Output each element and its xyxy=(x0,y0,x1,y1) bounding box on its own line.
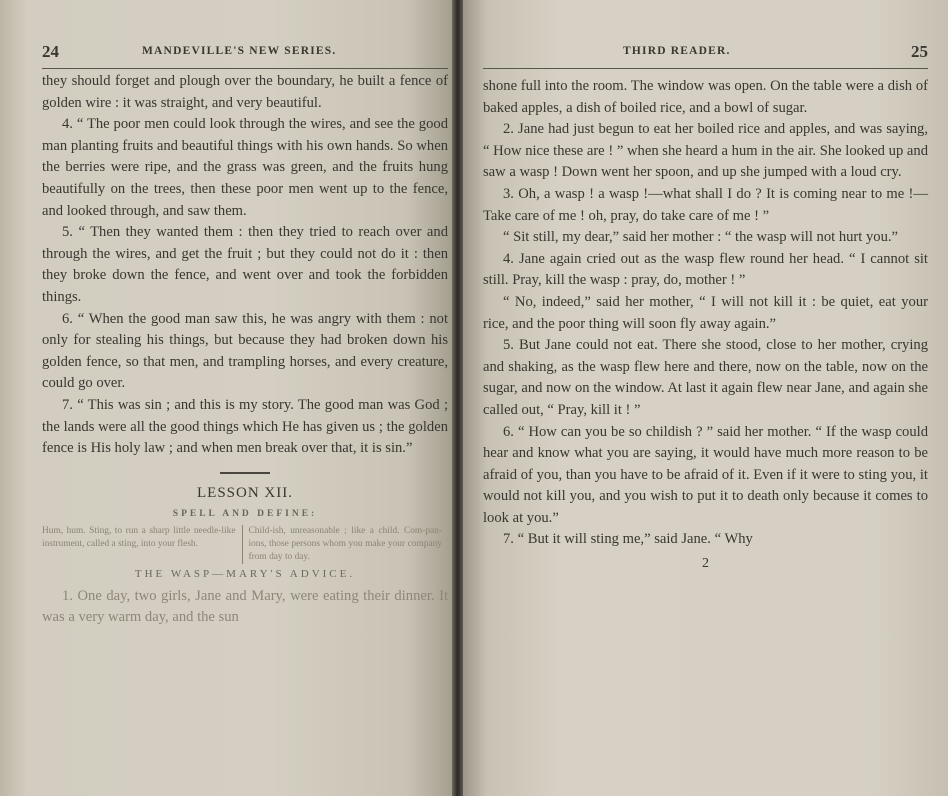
book-gutter xyxy=(452,0,463,796)
paragraph: 2. Jane had just begun to eat her boiled rice and apples, and was saying, “ How nice these are ! ” when she heard a hum in the air. She looked up and saw a wasp ! Down went her spoon, and up she jumped with a loud cry. xyxy=(483,121,928,181)
right-page-number: 25 xyxy=(911,42,928,61)
left-page-body xyxy=(42,69,448,629)
paragraph: 7. “ But it will sting me,” said Jane. “ Why xyxy=(503,531,753,548)
signature-mark: 2 xyxy=(702,556,709,572)
paragraph: they should forget and plough over the boundary, he built a fence of golden wire : it was straight, and very beautiful. xyxy=(42,73,448,111)
left-page-header xyxy=(42,42,448,69)
spell-define-heading: SPELL AND DEFINE: xyxy=(172,508,318,519)
right-running-title: THIRD READER. xyxy=(623,45,731,57)
paragraph: 5. But Jane could not eat. There she stood, close to her mother, crying and shaking, as the wasp flew here and there, now on the table, now on the sugar, and now on the window. At last it again flew near Jane, and again she called out, “ Pray, kill it ! ” xyxy=(483,337,928,418)
paragraph: 4. “ The poor men could look through the wires, and see the good man planting fruits and beautiful things with his own hands. So when the berries were ripe, and the grass was green, and the fruits hung beautifully on the trees, then these poor men went up to the fence, and looked through, and saw them. xyxy=(42,116,448,219)
paragraph: 4. Jane again cried out as the wasp flew round her head. “ I cannot sit still. Pray, kill the wasp : pray, do, mother ! ” xyxy=(483,250,928,289)
paragraph: 6. “ When the good man saw this, he was angry with them : not only for stealing his things, but because they had broken down his golden fence, so that men, and trampling horses, and every creature, could go over. xyxy=(42,310,448,392)
left-page-number: 24 xyxy=(42,42,59,61)
right-page-body xyxy=(483,69,928,575)
definitions-right-column: Child-ish, unreasonable ; like a child. Com-pan-ions, those persons whom you make your company from day to day. xyxy=(242,525,449,564)
right-page xyxy=(463,0,948,796)
paragraph: 3. Oh, a wasp ! a wasp !—what shall I do ? It is coming near to me !—Take care of me ! oh, pray, do take care of me ! ” xyxy=(483,185,928,224)
left-running-title: MANDEVILLE'S NEW SERIES. xyxy=(142,45,337,57)
right-page-header xyxy=(483,42,928,69)
paragraph: 5. “ Then they wanted them : then they tried to reach over and through the wires, and get the fruit ; but they could not do it : then they broke down the fence, and went over and took the forbidden things. xyxy=(42,224,448,305)
paragraph: 6. “ How can you be so childish ? ” said her mother. “ If the wasp could hear and know what you are saying, it would have much more reason to be afraid of you, than you have to be afraid of it. Even if it were to sting you, it would not kill you, and you wish to put it to death only because it comes to look at you.” xyxy=(483,423,928,526)
definitions xyxy=(42,525,448,564)
section-divider xyxy=(220,472,270,474)
paragraph: “ No, indeed,” said her mother, “ I will not kill it : be quiet, eat your rice, and the poor thing will soon fly away again.” xyxy=(483,293,928,332)
left-page xyxy=(0,0,452,796)
paragraph: “ Sit still, my dear,” said her mother : “ the wasp will not hurt you.” xyxy=(503,229,898,246)
paragraph: 7. “ This was sin ; and this is my story. The good man was God ; the lands were all the good things which He has given us ; the golden fence is His holy law ; and when men break over that, it is sin.” xyxy=(42,396,448,457)
paragraph: shone full into the room. The window was open. On the table were a dish of baked apples, a dish of boiled rice, and a bowl of sugar. xyxy=(483,78,928,116)
story-title: THE WASP—MARY'S ADVICE. xyxy=(134,568,356,581)
lesson-heading: LESSON XII. xyxy=(197,484,293,501)
story-first-paragraph: 1. One day, two girls, Jane and Mary, were eating their dinner. It was a very warm day, and the sun xyxy=(42,587,448,626)
definitions-left-column: Hum, hum. Sting, to run a sharp little needle-like instrument, called a sting, into your flesh. xyxy=(42,526,236,550)
